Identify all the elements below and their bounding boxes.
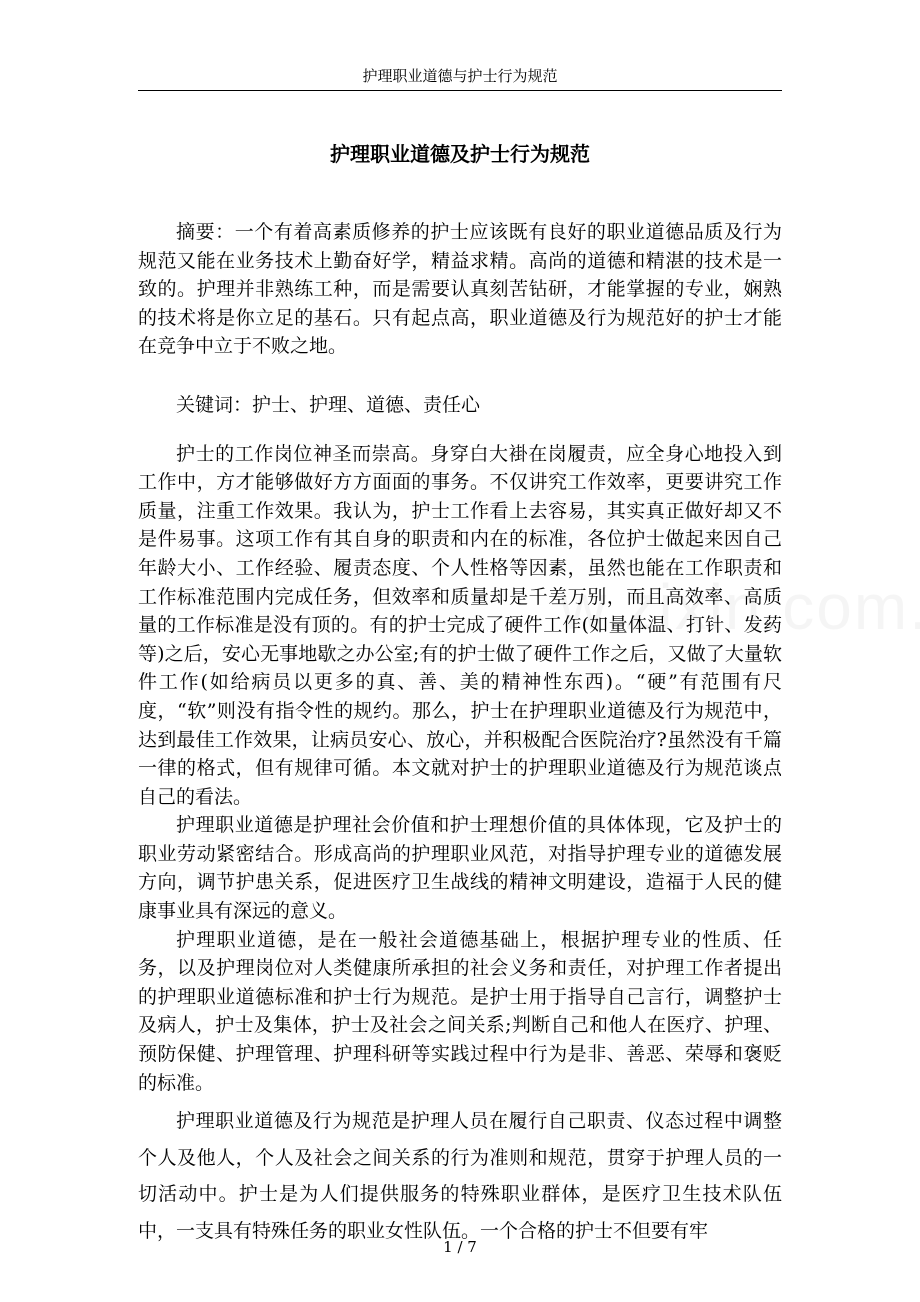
document-body bbox=[138, 218, 782, 1249]
body-paragraph: 护理职业道德，是在一般社会道德基础上，根据护理专业的性质、任务，以及护理岗位对人类健康所承担的社会义务和责任，对护理工作者提出的护理职业道德标准和护士行为规范。是护士用于指导自己言行，调整护士及病人，护士及集体，护士及社会之间关系;判断自己和他人在医疗、护理、预防保健、护理管理、护理科研等实践过程中行为是非、善恶、荣辱和褒贬的标准。 bbox=[138, 928, 782, 1094]
header-divider bbox=[138, 90, 782, 91]
abstract-paragraph: 摘要：一个有着高素质修养的护士应该既有良好的职业道德品质及行为规范又能在业务技术上勤奋好学，精益求精。高尚的道德和精湛的技术是一致的。护理并非熟练工种，而是需要认真刻苦钻研，才能掌握的专业，娴熟的技术将是你立足的基石。只有起点高，职业道德及行为规范好的护士才能在竞争中立于不败之地。 bbox=[138, 221, 782, 358]
page-number: 1 / 7 bbox=[443, 1238, 477, 1256]
body-paragraph: 护士的工作岗位神圣而崇高。身穿白大褂在岗履责，应全身心地投入到工作中，方才能够做好方方面面的事务。不仅讲究工作效率，更要讲究工作质量，注重工作效果。我认为，护士工作看上去容易，其实真正做好却又不是件易事。这项工作有其自身的职责和内在的标准，各位护士做起来因自己年龄大小、工作经验、履责态度、个人性格等因素，虽然也能在工作职责和工作标准范围内完成任务，但效率和质量却是千差万别，而且高效率、高质量的工作标准是没有顶的。有的护士完成了硬件工作(如量体温、打针、发药等)之后，安心无事地歇之办公室;有的护士做了硬件工作之后，又做了大量软件工作(如给病员以更多的真、善、美的精神性东西)。“硬”有范围有尺度，“软”则没有指令性的规约。那么，护士在护理职业道德及行为规范中，达到最佳工作效果，让病员安心、放心，并积极配合医院治疗?虽然没有千篇一律的格式，但有规律可循。本文就对护士的护理职业道德及行为规范谈点自己的看法。 bbox=[138, 442, 782, 808]
keywords-line: 关键词：护士、护理、道德、责任心 bbox=[176, 393, 481, 416]
running-header: 护理职业道德与护士行为规范 bbox=[362, 67, 558, 85]
document-title: 护理职业道德及护士行为规范 bbox=[330, 142, 590, 166]
body-paragraph: 护理职业道德及行为规范是护理人员在履行自己职责、仪态过程中调整个人及他人，个人及社会之间关系的行为准则和规范，贯穿于护理人员的一切活动中。护士是为人们提供服务的特殊职业群体，是医疗卫生技术队伍中，一支具有特殊任务的职业女性队伍。一个合格的护士不但要有牢 bbox=[138, 1110, 782, 1242]
body-paragraph: 护理职业道德是护理社会价值和护士理想价值的具体体现，它及护士的职业劳动紧密结合。形成高尚的护理职业风范，对指导护理专业的道德发展方向，调节护患关系，促进医疗卫生战线的精神文明建设，造福于人民的健康事业具有深远的意义。 bbox=[138, 814, 782, 923]
